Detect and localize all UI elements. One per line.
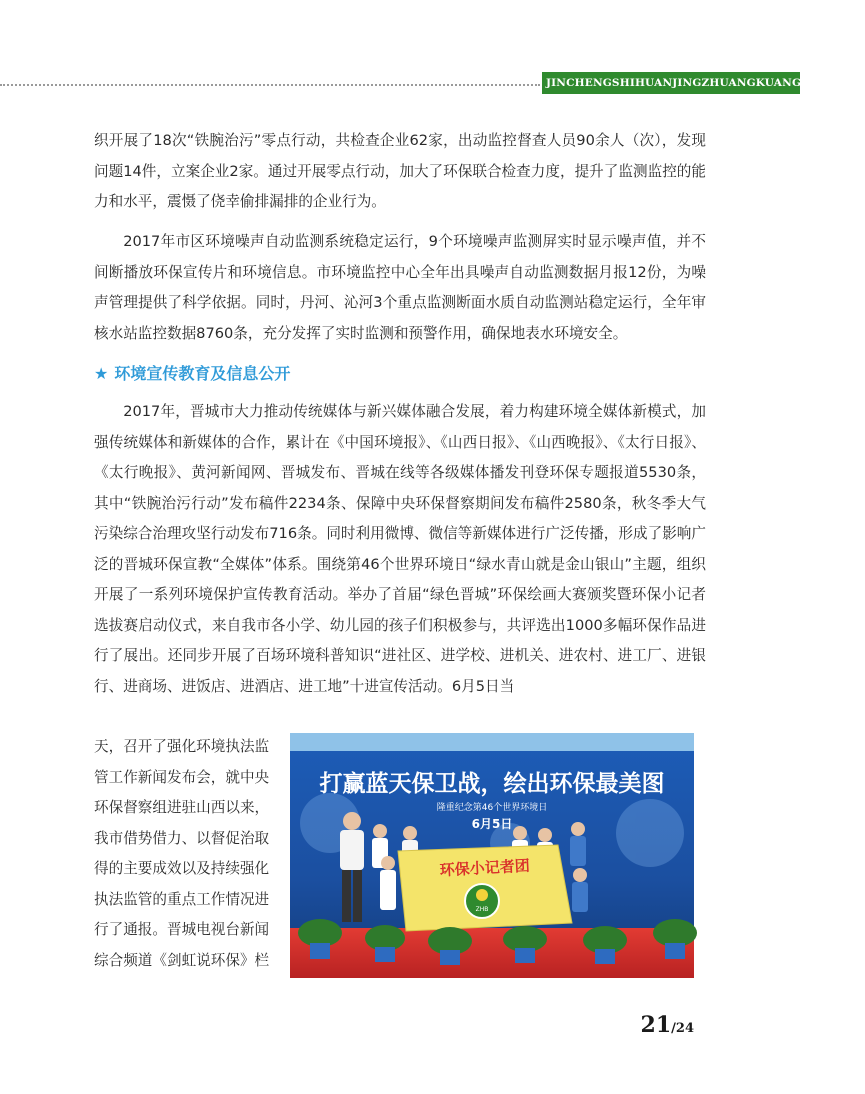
yellow-flag <box>398 845 572 931</box>
event-photo-illustration <box>290 733 694 978</box>
page-number-current: 21 <box>640 1012 672 1038</box>
paragraph-media-publicity: 2017年，晋城市大力推动传统媒体与新兴媒体融合发展，着力构建环境全媒体新模式，加强传统媒体和新媒体的合作，累计在《中国环境报》、《山西日报》、《山西晚报》、《太行日报》、《太行晚报》、黄河新闻网、晋城发布、晋城在线等各级媒体播发刊登环保专题报道5530条，其中“铁腕治污行动”发布稿件2234条、保障中央环保督察期间发布稿件2580条，秋冬季大气污染综合治理攻坚行动发布716条。同时利用微博、微信等新媒体进行广泛传播，形成了影响广泛的晋城环保宣教“全媒体”体系。围绕第46个世界环境日“绿水青山就是金山银山”主题，组织开展了一系列环境保护宣传教育活动。举办了首届“绿色晋城”环保绘画大赛颁奖暨环保小记者选拔赛启动仪式，来自我市各小学、幼儿园的孩子们积极参与，共评选出1000多幅环保作品进行了展出。还同步开展了百场环境科普知识“进社区、进学校、进机关、进农村、进工厂、进银行、进商场、进饭店、进酒店、进工地”十进宣传活动。6月5日当 <box>94 403 706 695</box>
flag-text: 环保小记者团 <box>439 856 531 880</box>
stage-floor <box>290 928 694 978</box>
page-number <box>641 1012 694 1038</box>
photo-banner-subtitle: 隆重纪念第46个世界环境日 <box>436 803 548 813</box>
text-line: 我市借势借力、以督促治取 <box>94 829 270 847</box>
header-banner: JINCHENGSHIHUANJINGZHUANGKUANGGONGBAO <box>542 72 800 94</box>
section-heading-text: 环境宣传教育及信息公开 <box>114 364 291 383</box>
text-line: 综合频道《剑虹说环保》栏 <box>94 951 270 969</box>
paragraph-noise-monitoring: 2017年市区环境噪声自动监测系统稳定运行，9个环境噪声监测屏实时显示噪声值，并不间断播放环保宣传片和环境信息。市环境监控中心全年出具噪声自动监测数据月报12份，为噪声管理提供了科学依据。同时，丹河、沁河3个重点监测断面水质自动监测站稳定运行，全年审核水站监控数据8760条，充分发挥了实时监测和预警作用，确保地表水环境安全。 <box>94 233 706 342</box>
section-heading <box>94 360 290 388</box>
star-icon: ★ <box>94 364 109 383</box>
wrapped-text-column <box>94 732 282 976</box>
page-number-total: /24 <box>671 1021 694 1036</box>
photo-banner-title: 打赢蓝天保卫战，绘出环保最美图 <box>319 771 665 797</box>
text-line: 得的主要成效以及持续强化 <box>94 860 270 877</box>
header-dotted-rule <box>0 84 540 86</box>
ceiling-lights <box>290 733 694 751</box>
text-line: 环保督察组进驻山西以来， <box>94 799 270 816</box>
text-line: 管工作新闻发布会，就中央 <box>94 768 270 786</box>
event-photo <box>290 733 694 978</box>
photo-banner-date: 6月5日 <box>471 817 513 831</box>
paragraph-zero-hour-action: 织开展了18次“铁腕治污”零点行动，共检查企业62家，出动监控督查人员90余人（次），发现问题14件，立案企业2家。通过开展零点行动，加大了环保联合检查力度，提升了监测监控的能力和水平，震慑了侥幸偷排漏排的企业行为。 <box>94 132 706 210</box>
text-line: 行了通报。晋城电视台新闻 <box>94 921 270 938</box>
text-line: 天，召开了强化环境执法监 <box>94 738 270 755</box>
text-line: 执法监管的重点工作情况进 <box>94 890 270 908</box>
flag-emblem-text: ZHB <box>475 906 489 913</box>
